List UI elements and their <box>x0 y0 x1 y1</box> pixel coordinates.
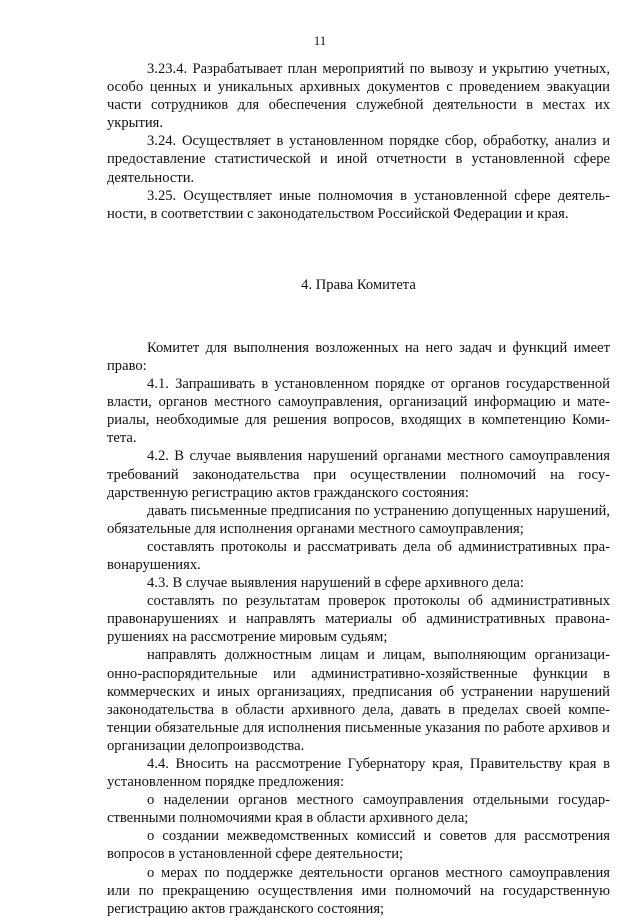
paragraph-4-2-a: давать письменные предписания по устранению допущенных нарушений, обязательные для исполнения органами местного самоуправления; <box>107 502 610 537</box>
paragraph-3-23-4: 3.23.4. Разрабатывает план мероприятий по вывозу и укрытию учетных, особо ценных и уникальных архивных документов с проведением эвакуации части сотрудников для обеспечения служебной деятельности в местах их укрытия. <box>107 61 610 132</box>
section-heading: 4. Права Комитета <box>301 276 416 293</box>
paragraph-4-4: 4.4. Вносить на рассмотрение Губернатору края, Правительству края в установленном порядке предложения: <box>107 756 610 791</box>
paragraph-4-4-a: о наделении органов местного самоуправления отдельными государственными полномочиями края в области архивного дела; <box>107 792 610 827</box>
paragraph-4-3: 4.3. В случае выявления нарушений в сфере архивного дела: <box>147 575 524 592</box>
paragraph-4-2-b: составлять протоколы и рассматривать дела об административных правонарушениях. <box>107 538 610 573</box>
paragraph-3-25: 3.25. Осуществляет иные полномочия в установленной сфере деятельности, в соответствии с законодательством Российской Федерации и края. <box>107 187 610 222</box>
paragraph-4-1: 4.1. Запрашивать в установленном порядке от органов государственной власти, органов местного самоуправления, организаций информацию и материалы, необходимые для решения вопросов, входящих в компетенцию Комитета. <box>107 376 610 447</box>
paragraph-4-3-b: направлять должностным лицам и лицам, выполняющим организационно-распорядительные или административно-хозяйственные функции в коммерческих и иных организациях, предписания об устранении нарушений законодательства в области архивного дела, давать в пределах своей компетенции обязательные для исполнения письменные указания по работе архивов и организации делопроизводства. <box>107 647 610 754</box>
paragraph-committee-rights-intro: Комитет для выполнения возложенных на него задач и функций имеет право: <box>107 339 610 374</box>
paragraph-4-4-b: о создании межведомственных комиссий и советов для рассмотрения вопросов в установленной сфере деятельности; <box>107 828 610 863</box>
page-number: 11 <box>313 33 327 48</box>
paragraph-4-4-c: о мерах по поддержке деятельности органов местного самоуправления или по прекращению осуществления ими полномочий на государственную регистрацию актов гражданского состояния; <box>107 864 610 917</box>
document-body <box>107 60 610 918</box>
paragraph-3-24: 3.24. Осуществляет в установленном порядке сбор, обработку, анализ и предоставление статистической и иной отчетности в установленной сфере деятельности. <box>107 133 610 186</box>
paragraph-4-3-a: составлять по результатам проверок протоколы об административных правонарушениях и направлять материалы об административных правонарушениях на рассмотрение мировым судьям; <box>107 593 610 646</box>
paragraph-4-2: 4.2. В случае выявления нарушений органами местного самоуправления требований законодательства при осуществлении полномочий на государственную регистрацию актов гражданского состояния: <box>107 448 610 501</box>
